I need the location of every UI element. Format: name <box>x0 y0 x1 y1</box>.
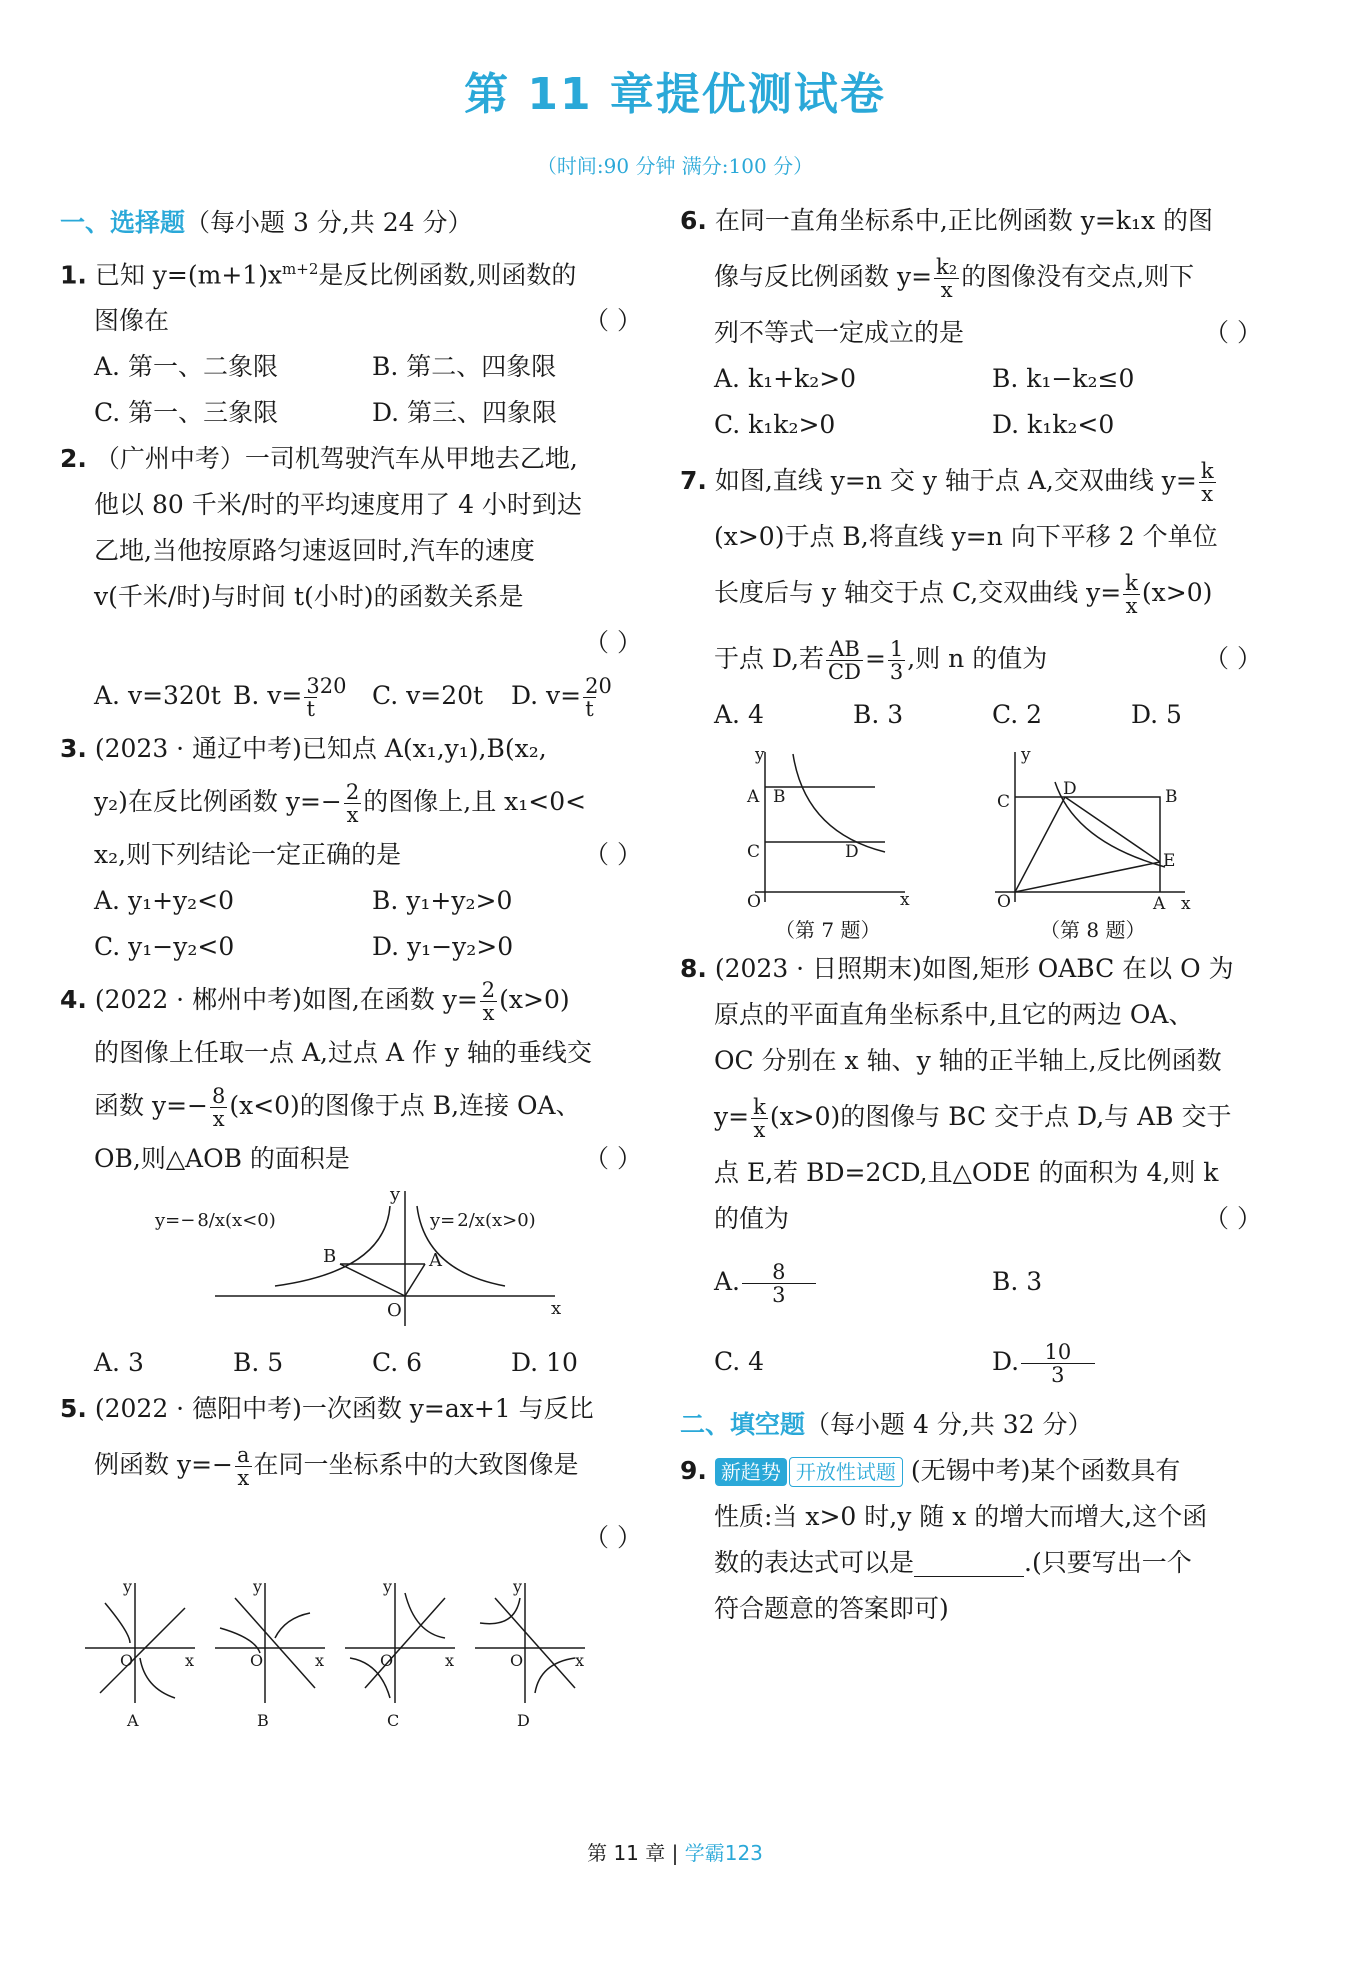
svg-text:y: y <box>1021 745 1031 765</box>
question-9: 9. 新趋势 开放性试题 (无锡中考)某个函数具有 性质:当 x>0 时,y 随 x 的增大而增大,这个函 数的表达式可以是 .(只要写出一个 符合题意的答案即可) <box>680 1456 1208 1623</box>
question-6-options: A. k₁+k₂>0 B. k₁−k₂≤0 C. k₁k₂>0 D. k₁k₂<0 <box>714 364 1135 439</box>
tag-open-question: 开放性试题 <box>789 1457 903 1487</box>
svg-text:O: O <box>250 1651 264 1671</box>
svg-text:y: y <box>390 1186 401 1206</box>
question-1-options: A. 第一、二象限 B. 第二、四象限 C. 第一、三象限 D. 第三、四象限 <box>94 352 558 428</box>
question-4-options: A. 3 B. 5 C. 6 D. 10 <box>94 1348 578 1378</box>
svg-text:y: y <box>123 1578 133 1597</box>
svg-text:y: y <box>253 1578 263 1597</box>
svg-text:O: O <box>997 892 1011 912</box>
q5-graph-c <box>345 1578 455 1728</box>
svg-text:C: C <box>747 842 761 862</box>
svg-text:A: A <box>1153 894 1166 914</box>
svg-text:O: O <box>120 1651 134 1671</box>
question-4: 4. (2022 · 郴州中考)如图,在函数 y= $\frac{2}{x}$ (x>0) 的图像上任取一点 A,过点 A 作 y 轴的垂线交 函数 y=− $\frac{8}{x}$ (x<0)的图像于点 B,连接 OA、 OB,则△AOB 的面积是 （ ） y=− 8/x(x<0) y= 2/x(x>0) B A O x y A. 3 B. 5 C. 6 D. 10 <box>60 970 650 1386</box>
svg-text:A: A <box>429 1250 442 1272</box>
svg-text:B: B <box>773 787 786 807</box>
svg-text:O: O <box>387 1300 402 1322</box>
question-7-options: A. 4 B. 3 C. 2 D. 5 <box>714 700 1182 729</box>
q5-graph-d <box>475 1578 585 1728</box>
svg-text:D: D <box>845 842 859 862</box>
page-footer: 第 11 章 | 学霸123 <box>587 1841 763 1865</box>
question-3-options: A. y₁+y₂<0 B. y₁+y₂>0 C. y₁−y₂<0 D. y₁−y₂>0 <box>94 886 514 962</box>
tag-new-trend: 新趋势 <box>715 1458 787 1486</box>
page-number: 123 <box>724 1841 763 1865</box>
figure-8 <box>995 745 1191 942</box>
right-column <box>680 198 1270 1632</box>
question-3: 3. (2023 · 通辽中考)已知点 A(x₁,y₁),B(x₂, y₂)在反比例函数 y=− $\frac{2}{x}$ 的图像上,且 x₁<0< x₂,则下列结论一定正确的是 （ ） A. y₁+y₂<0 B. y₁+y₂>0 C. y₁−y₂<0 D. y₁−y₂>0 <box>60 726 650 970</box>
question-7: 7. 如图,直线 y=n 交 y 轴于点 A,交双曲线 y= $\frac{k}{x}$ (x>0)于点 B,将直线 y=n 向下平移 2 个单位 长度后与 y 轴交于点 C,交双曲线 y= $\frac{k}{x}$ (x>0) 于点 D,若 $\frac{AB}{CD}$ = $\frac{1}{3}$ ,则 n 的值为 （ ） A. 4 B. 3 C. 2 D. 5 <box>680 448 1270 738</box>
svg-text:E: E <box>1163 851 1176 871</box>
svg-text:O: O <box>747 892 761 912</box>
left-column <box>60 200 650 1732</box>
question-6: 6. 在同一直角坐标系中,正比例函数 y=k₁x 的图 像与反比例函数 y= $\frac{\text{k₂}}{x}$ 的图像没有交点,则下 列不等式一定成立的是 （ ） A. k₁+k₂>0 B. k₁−k₂≤0 C. k₁k₂>0 D. k₁k₂<0 <box>680 198 1270 448</box>
section-heading-fill: 二、填空题（每小题 4 分,共 32 分） <box>680 1410 1093 1439</box>
svg-text:A: A <box>747 787 760 807</box>
svg-text:D: D <box>1063 779 1077 799</box>
svg-text:x: x <box>1181 894 1191 914</box>
svg-text:x: x <box>445 1651 455 1671</box>
section-heading-choice: 一、选择题（每小题 3 分,共 24 分） <box>60 208 473 237</box>
svg-text:B: B <box>1165 787 1178 807</box>
question-1: 1. 已知 $y=(m+1)x^{m+2}$是反比例函数,则函数的 图像在 （ ） A. 第一、二象限 B. 第二、四象限 C. 第一、三象限 D. 第三、四象限 <box>60 246 650 436</box>
question-4-figure <box>135 1186 575 1336</box>
answer-paren: （ ） <box>584 306 642 336</box>
page-subtitle: （时间:90 分钟 满分:100 分） <box>536 154 814 178</box>
svg-text:y: y <box>513 1578 523 1597</box>
page-title: 第 11 章提优测试卷 <box>464 69 886 120</box>
figure-7 <box>746 745 910 942</box>
svg-text:D: D <box>517 1711 530 1729</box>
svg-text:y: y <box>383 1578 393 1597</box>
svg-text:B: B <box>323 1246 337 1268</box>
q5-graph-b <box>215 1578 325 1728</box>
svg-text:B: B <box>257 1711 269 1729</box>
question-8: 8. (2023 · 日照期末)如图,矩形 OABC 在以 O 为 原点的平面直角坐标系中,且它的两边 OA、 OC 分别在 x 轴、y 轴的正半轴上,反比例函数 y= $\frac{k}{x}$ (x>0)的图像与 BC 交于点 D,与 AB 交于 点 E,若 BD=2CD,且△ODE 的面积为 4,则 k 的值为 （ ） A. $\frac{8}{3}$ B. 3 C. 4 D. $\frac{10}{3}$ <box>680 946 1270 1402</box>
svg-text:（第 8 题）: （第 8 题） <box>1040 918 1146 942</box>
figures-7-8 <box>695 742 1255 942</box>
q5-graph-a <box>85 1578 195 1728</box>
svg-text:x: x <box>185 1651 195 1671</box>
svg-text:A: A <box>127 1711 139 1729</box>
svg-text:O: O <box>510 1651 524 1671</box>
svg-text:x: x <box>315 1651 325 1671</box>
fig4-left-label: y=− 8/x(x<0) <box>155 1210 276 1232</box>
answer-blank <box>914 1552 1024 1577</box>
svg-text:x: x <box>551 1298 562 1320</box>
svg-text:C: C <box>387 1711 400 1729</box>
svg-text:x: x <box>900 890 910 910</box>
footer-brand: 学霸 <box>684 1841 725 1865</box>
question-8-options: A. $\frac{8}{3}$ B. 3 C. 4 D. $\frac{10}{3}$ <box>680 1242 1270 1402</box>
question-2-options: A. v=320t B. v= $\frac{320}{t}$ C. v=20t D. v= $\frac{20}{t}$ <box>94 674 612 722</box>
svg-text:C: C <box>997 792 1011 812</box>
svg-text:y: y <box>755 745 765 765</box>
question-5: 5. (2022 · 德阳中考)一次函数 y=ax+1 与反比 例函数 y=− $\frac{a}{x}$ 在同一坐标系中的大致图像是 （ ） O x y A O x y B O x y C O x y D <box>60 1394 642 1729</box>
svg-text:（第 7 题）: （第 7 题） <box>775 918 881 942</box>
svg-text:x: x <box>575 1651 585 1671</box>
question-2: 2. （广州中考）一司机驾驶汽车从甲地去乙地, 他以 80 千米/时的平均速度用了 4 小时到达 乙地,当他按原路匀速返回时,汽车的速度 v(千米/时)与时间 t(小时)的函数关系是 （ ） A. v=320t B. v= $\frac{320}{t}$ C. v=20t D. v= $\frac{20}{t}$ <box>60 436 650 726</box>
svg-text:O: O <box>380 1651 394 1671</box>
question-5-figure <box>75 1578 635 1728</box>
fig4-right-label: y= 2/x(x>0) <box>430 1210 536 1232</box>
